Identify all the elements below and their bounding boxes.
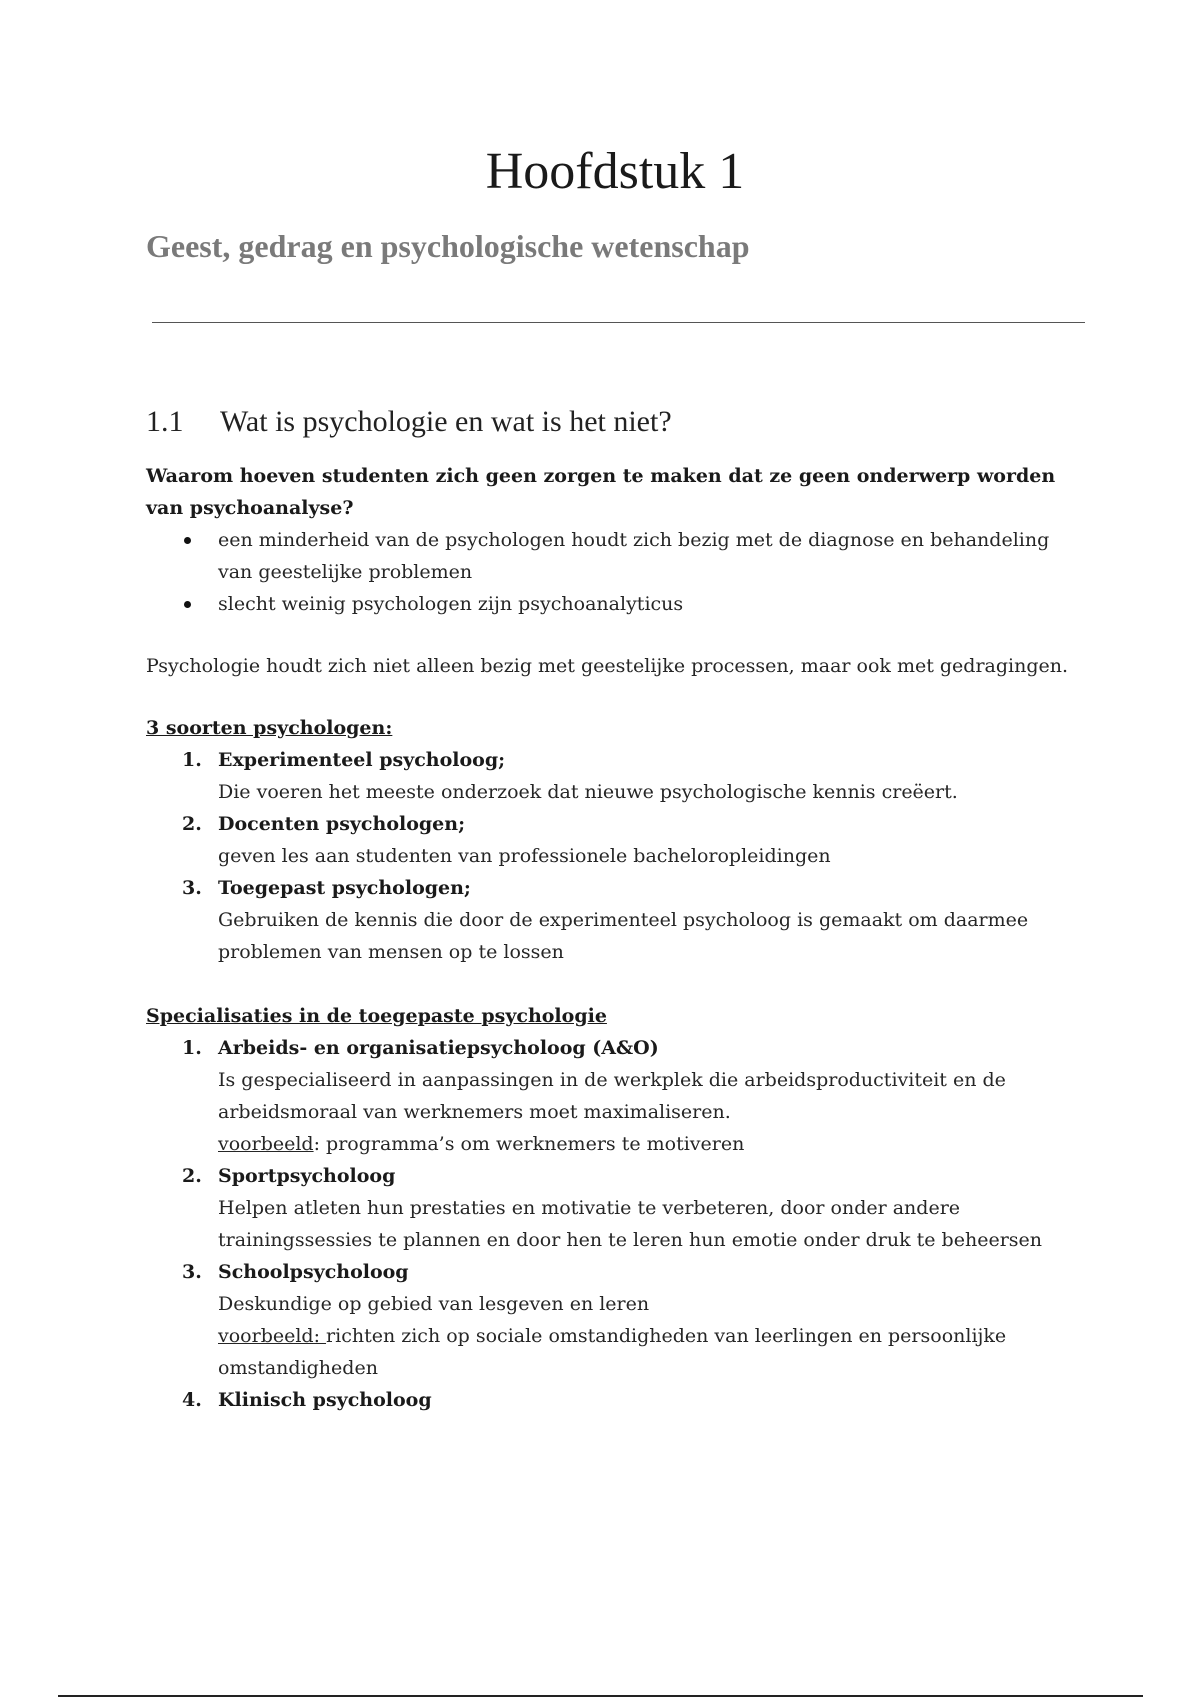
item-title: Schoolpsycholoog	[218, 1261, 409, 1283]
item-title: Sportpsycholoog	[218, 1165, 396, 1187]
item-number: 2.	[182, 1165, 202, 1187]
example-text: : programma’s om werknemers te motiveren	[313, 1133, 745, 1155]
bullet-dot-icon	[184, 537, 191, 544]
bullet-item: slecht weinig psychologen zijn psychoanalyticus	[146, 588, 1086, 620]
page-subtitle: Geest, gedrag en psychologische wetenschap	[146, 228, 750, 264]
item-description: Gebruiken de kennis die door de experimenteel psycholoog is gemaakt om daarmee problemen van mensen op te lossen	[218, 909, 1029, 963]
item-description: Deskundige op gebied van lesgeven en leren	[218, 1293, 650, 1315]
list-item	[146, 1160, 1086, 1256]
types-heading: 3 soorten psychologen:	[146, 717, 393, 739]
example-text: richten zich op sociale omstandigheden van leerlingen en persoonlijke omstandigheden	[218, 1325, 1007, 1379]
list-item	[146, 744, 1086, 808]
bullet-item: een minderheid van de psychologen houdt zich bezig met de diagnose en behandeling van geestelijke problemen	[146, 524, 1086, 588]
body-paragraph: Psychologie houdt zich niet alleen bezig met geestelijke processen, maar ook met gedragingen.	[146, 655, 1069, 677]
example-label: voorbeeld:	[218, 1325, 327, 1347]
title-divider	[152, 322, 1085, 323]
list-item	[146, 1032, 1086, 1160]
list-item	[146, 1256, 1086, 1384]
list-item	[146, 872, 1086, 968]
item-example	[218, 1128, 1086, 1160]
item-number: 3.	[182, 1261, 202, 1283]
specializations-list	[146, 1032, 1086, 1416]
item-description: geven les aan studenten van professionele bacheloropleidingen	[218, 845, 831, 867]
content-body	[146, 460, 1086, 1416]
item-description: Helpen atleten hun prestaties en motivatie te verbeteren, door onder andere trainingssessies te plannen en door hen te leren hun emotie onder druk te beheersen	[218, 1197, 1043, 1251]
list-item	[146, 808, 1086, 872]
section-title: Wat is psychologie en wat is het niet?	[220, 405, 672, 438]
item-title: Toegepast psychologen;	[218, 877, 471, 899]
types-list	[146, 744, 1086, 968]
item-description: Is gespecialiseerd in aanpassingen in de werkplek die arbeidsproductiviteit en de arbeidsmoraal van werknemers moet maximaliseren.	[218, 1069, 1006, 1123]
page-title: Hoofdstuk 1	[485, 143, 745, 200]
item-title: Experimenteel psycholoog;	[218, 749, 506, 771]
item-number: 1.	[182, 1037, 202, 1059]
bullet-list	[146, 524, 1086, 620]
item-description: Die voeren het meeste onderzoek dat nieuwe psychologische kennis creëert.	[218, 781, 958, 803]
question-text: Waarom hoeven studenten zich geen zorgen te maken dat ze geen onderwerp worden van psychoanalyse?	[146, 465, 1056, 519]
item-title: Arbeids- en organisatiepsycholoog (A&O)	[218, 1037, 659, 1059]
list-item	[146, 1384, 1086, 1416]
bullet-dot-icon	[184, 601, 191, 608]
footer-divider	[58, 1695, 1143, 1697]
example-label: voorbeeld	[218, 1133, 314, 1155]
item-number: 3.	[182, 877, 202, 899]
section-number: 1.1	[146, 405, 184, 438]
item-number: 2.	[182, 813, 202, 835]
section-heading	[146, 405, 672, 439]
item-title: Klinisch psycholoog	[218, 1389, 432, 1411]
specializations-heading: Specialisaties in de toegepaste psychologie	[146, 1005, 607, 1027]
item-title: Docenten psychologen;	[218, 813, 466, 835]
item-example	[218, 1320, 1086, 1384]
item-number: 4.	[182, 1389, 202, 1411]
item-number: 1.	[182, 749, 202, 771]
